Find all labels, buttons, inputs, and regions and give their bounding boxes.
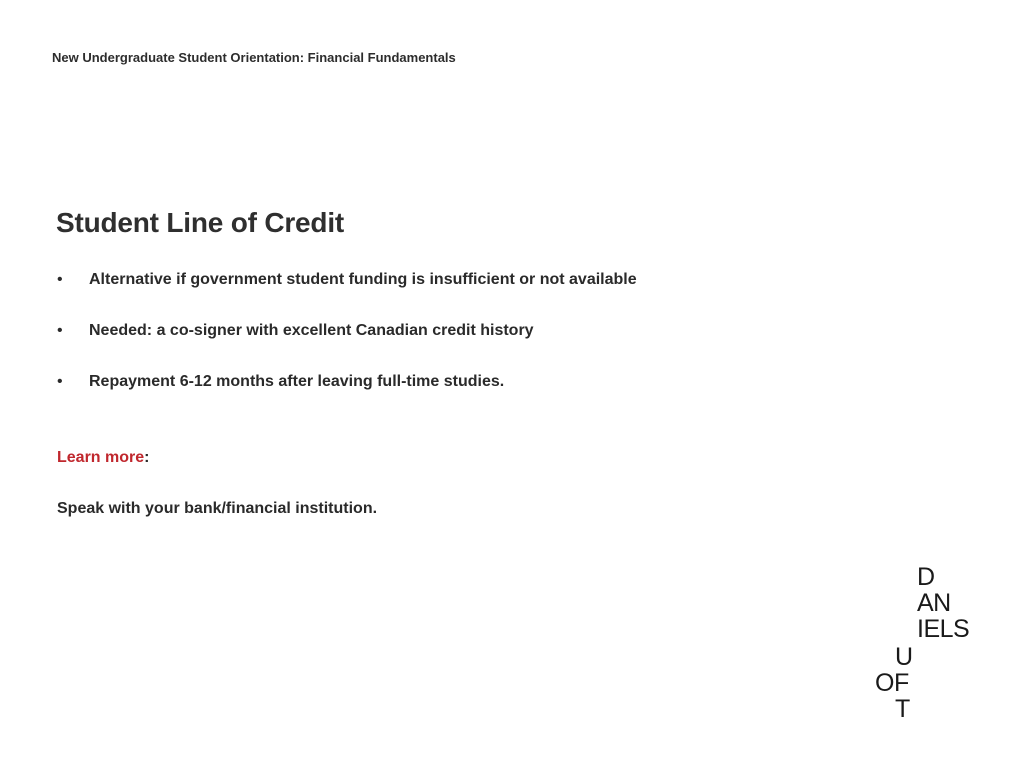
bullet-text: Alternative if government student funding is insufficient or not available (89, 271, 637, 288)
slide-title: Student Line of Credit (56, 207, 345, 238)
logo-line: T (895, 695, 910, 723)
learn-more-line (57, 446, 149, 470)
logo-line: OF (875, 669, 909, 697)
logo-line: IELS (917, 615, 970, 643)
logo-line: U (895, 643, 913, 671)
slide-header: New Undergraduate Student Orientation: Financial Fundamentals (52, 50, 456, 65)
bullet-list (57, 267, 637, 420)
learn-more-link[interactable]: Learn more (57, 449, 145, 466)
bullet-marker: • (57, 373, 63, 390)
learn-more-colon: : (144, 449, 150, 466)
daniels-uoft-logo (870, 564, 990, 724)
bullet-text: Needed: a co-signer with excellent Canadian credit history (89, 322, 534, 339)
bullet-marker: • (57, 271, 63, 288)
logo-line: D (917, 563, 935, 591)
bullet-text: Repayment 6-12 months after leaving full-time studies. (89, 373, 505, 390)
bullet-marker: • (57, 322, 63, 339)
bullet-item (57, 267, 637, 293)
bullet-item (57, 369, 637, 395)
bullet-item (57, 318, 637, 344)
logo-line: AN (917, 589, 951, 617)
closing-text: Speak with your bank/financial institution. (57, 500, 378, 517)
